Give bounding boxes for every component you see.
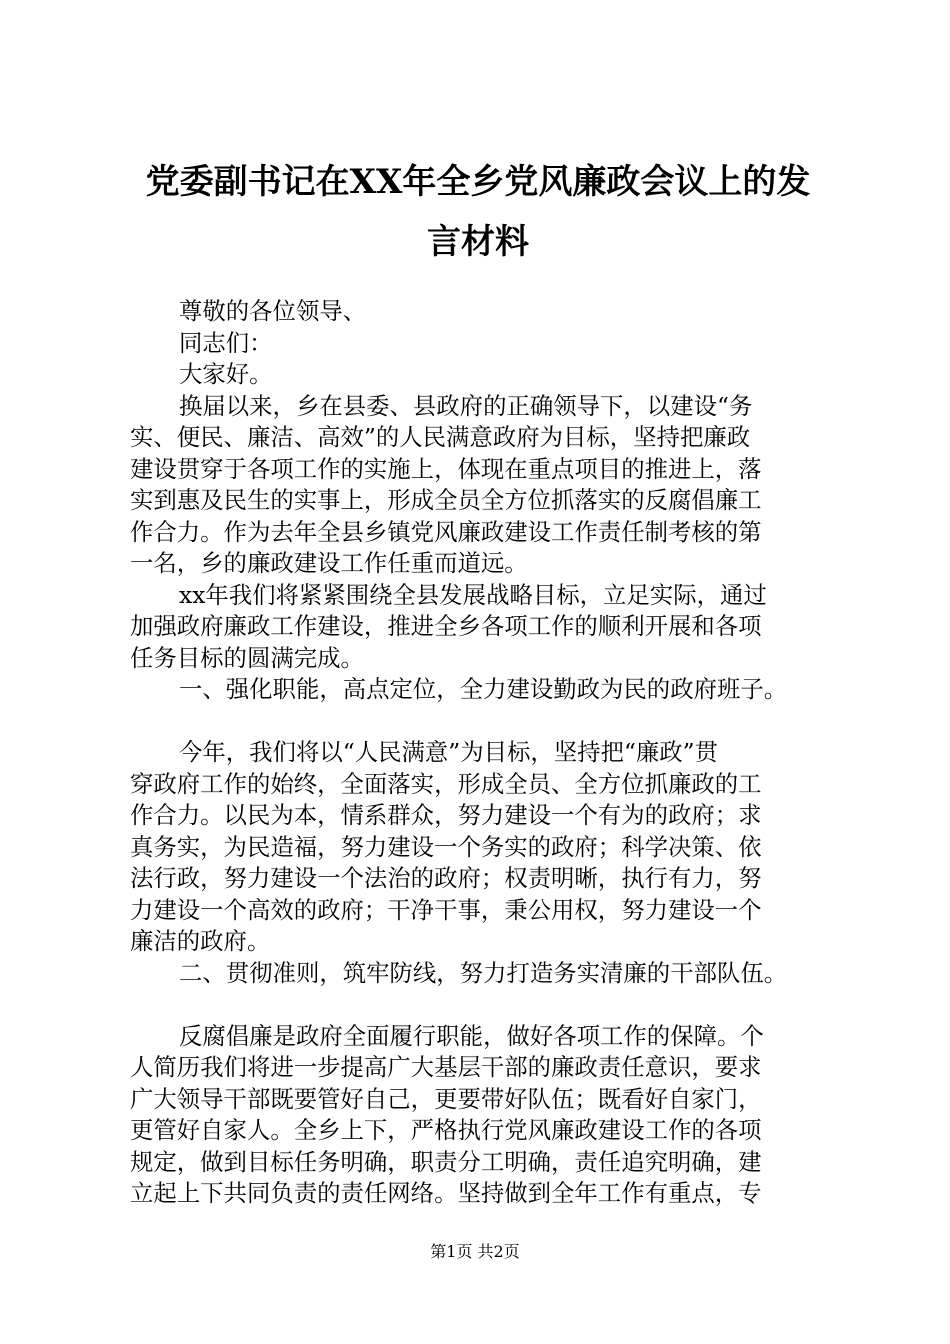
text-line: 一、强化职能，高点定位，全力建设勤政为民的政府班子。 <box>179 675 788 703</box>
text-line: 今年，我们将以“人民满意”为目标，坚持把“廉政”贯 <box>179 738 719 766</box>
blank-line <box>130 989 830 1021</box>
text-line: 人简历我们将进一步提高广大基层干部的廉政责任意识，要求 <box>130 1053 762 1081</box>
text-line: 任务目标的圆满完成。 <box>130 643 364 672</box>
text-line: 立起上下共同负责的责任网络。坚持做到全年工作有重点，专 <box>130 1179 762 1207</box>
text-line: 反腐倡廉是政府全面履行职能，做好各项工作的保障。个 <box>179 1021 764 1050</box>
text-line: 实到惠及民生的实事上，形成全员全方位抓落实的反腐倡廉工 <box>130 486 762 514</box>
text-line: 广大领导干部既要管好自己，更要带好队伍；既看好自家门， <box>130 1084 762 1113</box>
document-body <box>130 296 830 1210</box>
text-line: 规定，做到目标任务明确，职责分工明确，责任追究明确，建 <box>130 1147 762 1176</box>
text-line: 穿政府工作的始终，全面落实，形成全员、全方位抓廉政的工 <box>130 769 762 798</box>
blank-line <box>130 706 830 738</box>
text-line: 同志们： <box>179 328 273 357</box>
text-line: 一名，乡的廉政建设工作任重而道远。 <box>130 549 528 577</box>
document-title <box>120 152 836 272</box>
text-line: 法行政，努力建设一个法治的政府；权责明晰，执行有力，努 <box>130 864 762 892</box>
text-line: 作合力。以民为本，情系群众，努力建设一个有为的政府；求 <box>130 801 762 829</box>
title-line-2: 言材料 <box>427 222 529 262</box>
text-line: 力建设一个高效的政府；干净干事，秉公用权，努力建设一个 <box>130 895 762 924</box>
text-line: 加强政府廉政工作建设，推进全乡各项工作的顺利开展和各项 <box>130 612 762 640</box>
text-line: 换届以来，乡在县委、县政府的正确领导下，以建设“务 <box>179 391 753 420</box>
title-line-1: 党委副书记在XX年全乡党风廉政会议上的发 <box>145 162 811 202</box>
text-line: 建设贯穿于各项工作的实施上，体现在重点项目的推进上，落 <box>130 454 762 483</box>
text-line: 真务实，为民造福，努力建设一个务实的政府；科学决策、依 <box>130 832 762 861</box>
text-line: 二、贯彻准则，筑牢防线，努力打造务实清廉的干部队伍。 <box>179 958 788 987</box>
text-line: 作合力。作为去年全县乡镇党风廉政建设工作责任制考核的第 <box>130 517 762 546</box>
page-footer: 第1页 共2页 <box>430 1242 520 1261</box>
text-line: 更管好自家人。全乡上下，严格执行党风廉政建设工作的各项 <box>130 1116 762 1144</box>
text-line: 大家好。 <box>179 360 273 388</box>
text-line: 实、便民、廉洁、高效”的人民满意政府为目标，坚持把廉政 <box>130 423 751 451</box>
text-line: 廉洁的政府。 <box>130 927 271 955</box>
text-line: 尊敬的各位领导、 <box>179 297 367 325</box>
text-line: xx年我们将紧紧围绕全县发展战略目标，立足实际，通过 <box>179 580 767 609</box>
